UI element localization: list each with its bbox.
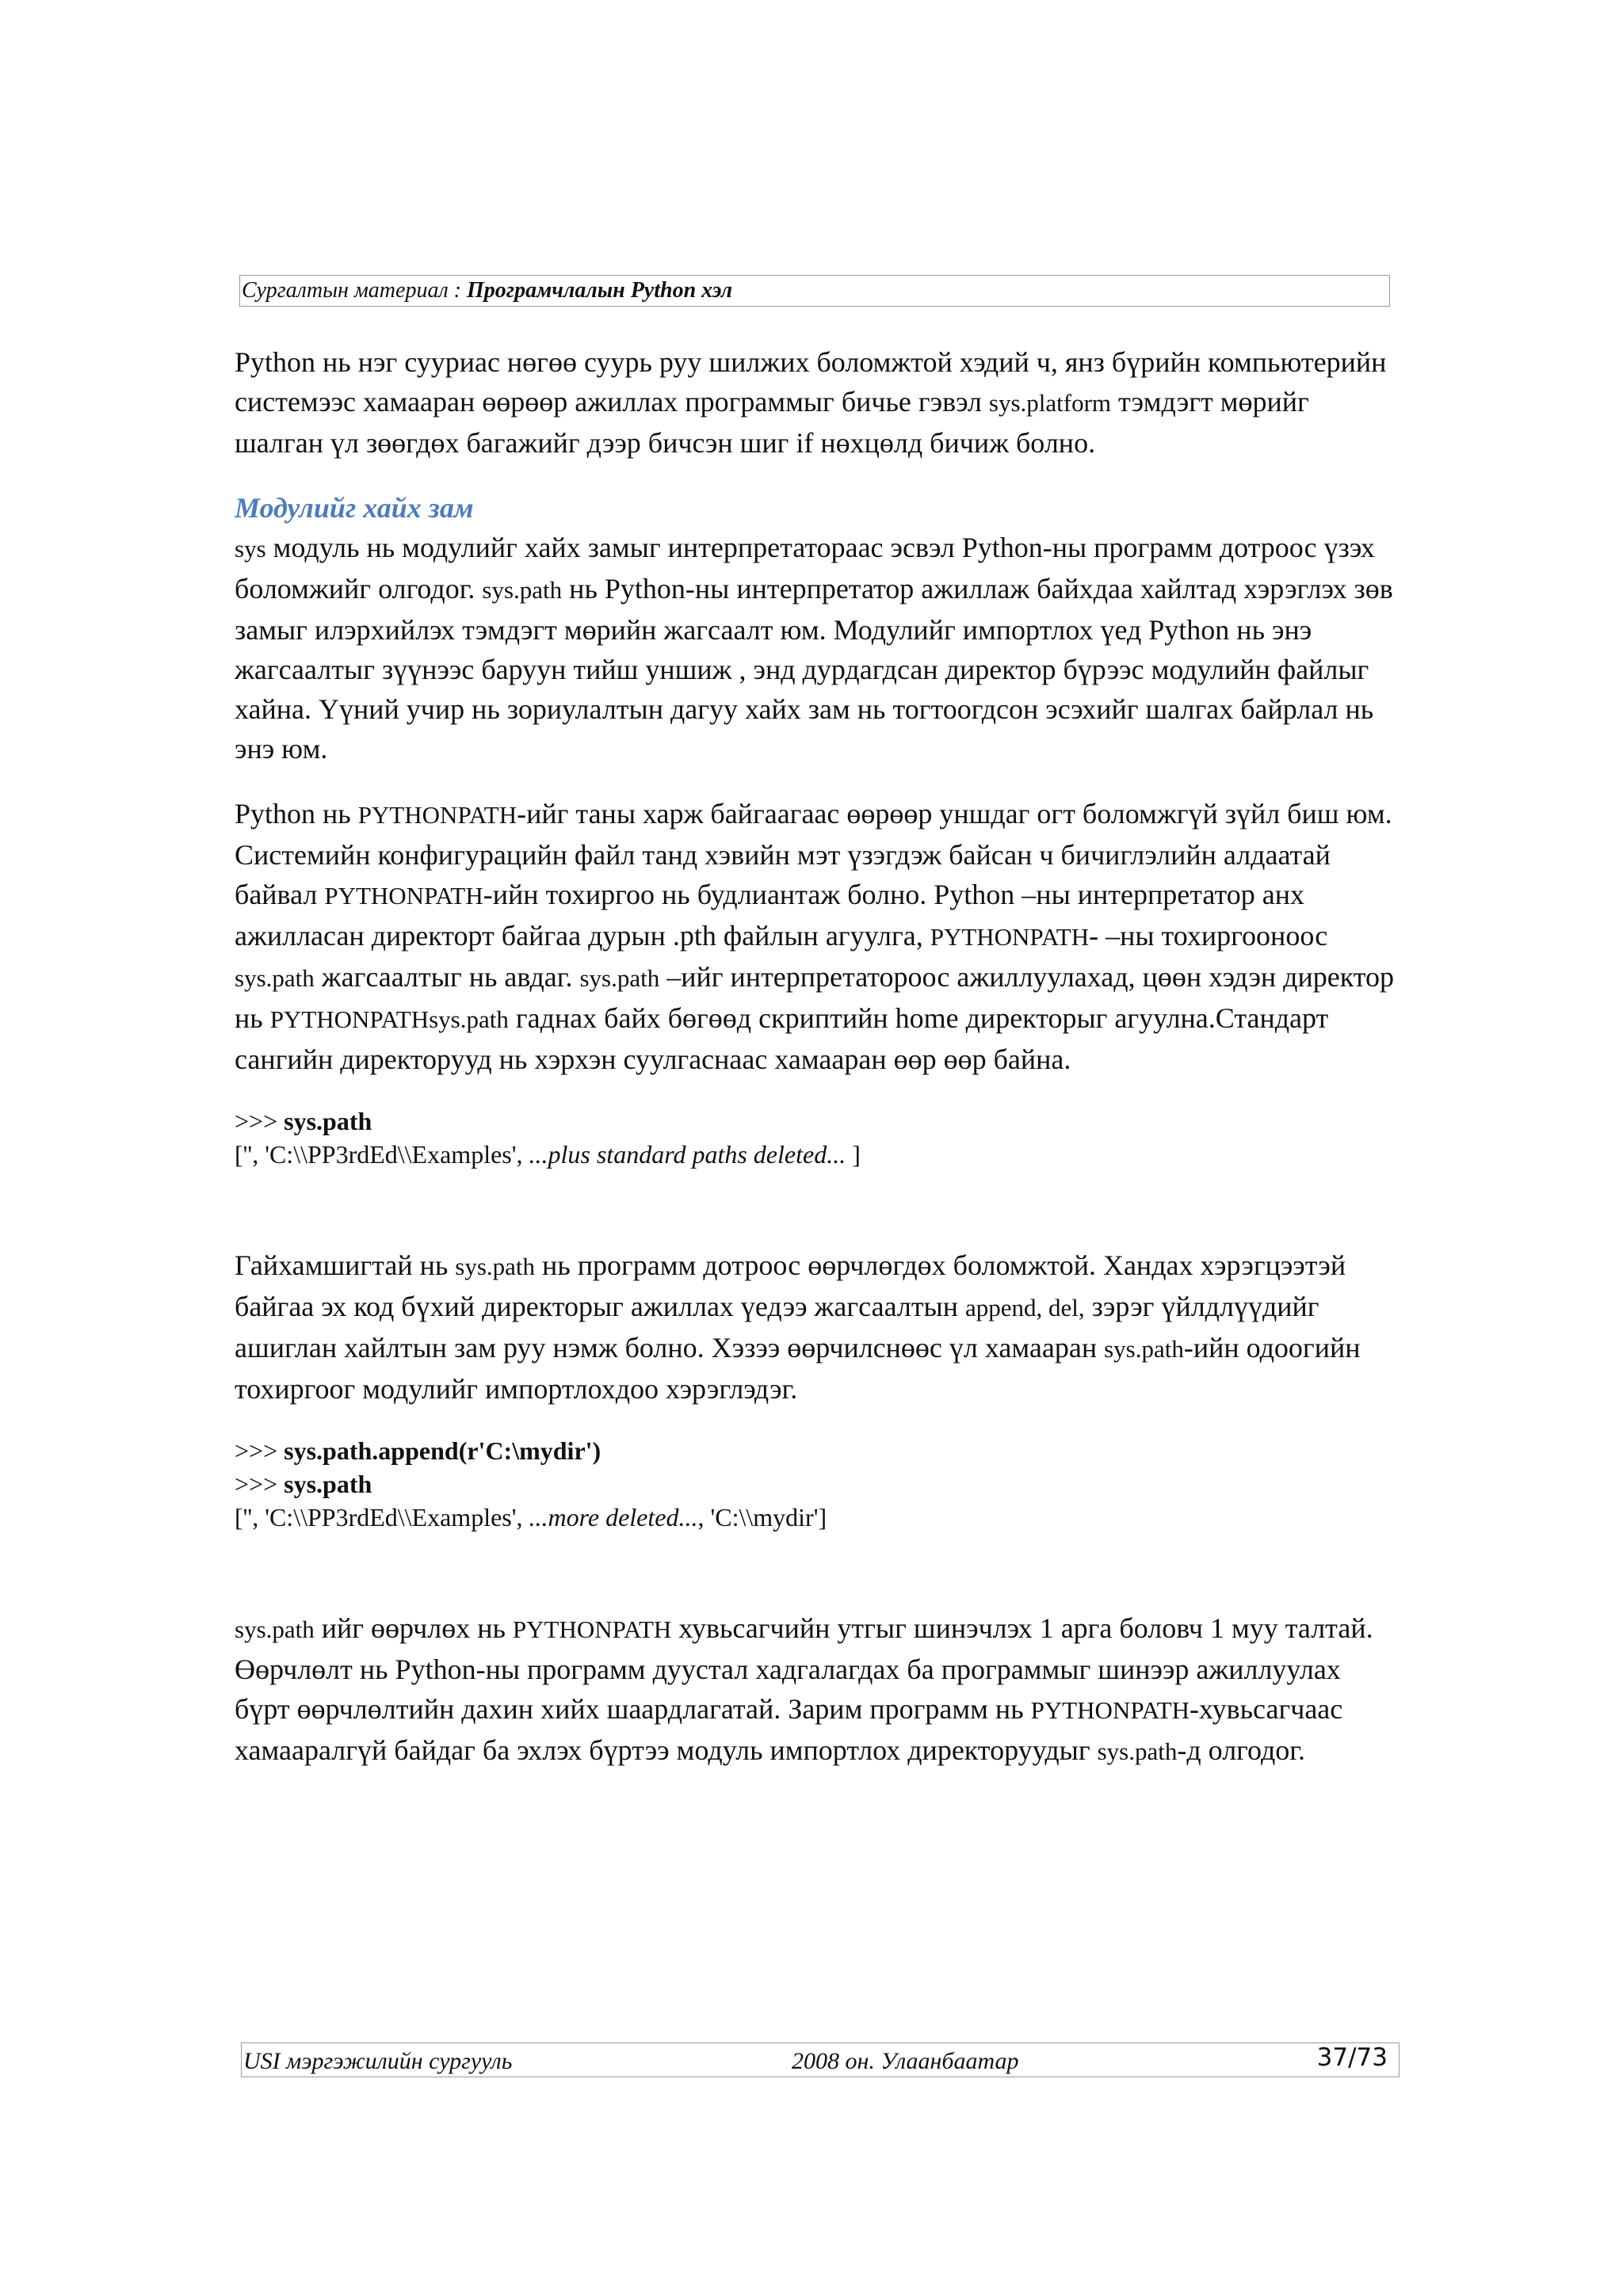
text: жагсаалтыг нь авдаг. bbox=[314, 961, 580, 993]
inline-code: sys.path bbox=[579, 964, 660, 992]
text: , 'C:\\mydir'] bbox=[697, 1503, 827, 1531]
text: - –ны тохиргооноос bbox=[1089, 920, 1328, 952]
text: ['', 'C:\\PP3rdEd\\Examples', bbox=[235, 1503, 529, 1531]
inline-code: PYTHONPATH bbox=[324, 882, 483, 910]
header-title: Програмчлалын Python хэл bbox=[467, 278, 733, 303]
footer-date-place: 2008 он. Улаанбаатар bbox=[792, 2048, 1019, 2074]
code-example-1 bbox=[235, 1104, 1400, 1171]
inline-code: PYTHONPATH bbox=[930, 923, 1090, 951]
command: sys.path bbox=[284, 1107, 372, 1135]
text: модуль нь модулийг хайх замыг интерпретатораас эсвэл Python-ны программ дотроос үзэх боломжийг олгодог. bbox=[235, 532, 1375, 605]
inline-code: PYTHONPATH bbox=[1030, 1696, 1190, 1724]
inline-code: sys.platform bbox=[988, 389, 1112, 417]
inline-code: PYTHONPATH bbox=[357, 801, 517, 829]
text: Python нь bbox=[235, 798, 358, 830]
text: ...plus standard paths deleted... bbox=[529, 1140, 846, 1169]
code-line bbox=[235, 1104, 1400, 1138]
text: зэрэг үйлдлүүдийг ашиглан хайлтын зам руу нэмж болно. Хэзээ өөрчилснөөс үл хамааран bbox=[235, 1291, 1319, 1363]
code-line bbox=[235, 1434, 1400, 1467]
text: ['', 'C:\\PP3rdEd\\Examples', bbox=[235, 1140, 529, 1169]
text: гаднах байх бөгөөд скриптийн home директорыг агуулна.Стандарт сангийн директорууд нь хэрхэн суулгаснаас хамааран өөр өөр байна. bbox=[235, 1002, 1329, 1075]
text: тэмдэгт мөрийг шалган үл зөөгдөх багажийг дээр бичсэн шиг if нөхцөлд бичиж болно. bbox=[235, 386, 1309, 459]
text: -ийг таны харж байгаагаас өөрөөр уншдаг огт боломжгүй зүйл биш юм. Системийн конфигурацийн файл танд хэвийн мэт үзэгдэж байсан ч бичиглэлийн алдаатай байвал bbox=[235, 798, 1392, 910]
command: sys.path bbox=[284, 1470, 372, 1498]
page-number: 37/73 bbox=[1316, 2043, 1388, 2072]
code-output bbox=[235, 1138, 1400, 1171]
text: ] bbox=[846, 1140, 861, 1169]
code-line bbox=[235, 1467, 1400, 1501]
text: нь программ дотроос өөрчлөгдөх боломжтой. Хандах хэрэгцээтэй байгаа эх код бүхий директорыг ажиллах үедээ жагсаалтын bbox=[235, 1249, 1346, 1322]
prompt: >>> bbox=[235, 1107, 285, 1135]
footer-school: USI мэргэжилийн сургууль bbox=[243, 2048, 513, 2074]
text: -ийн одоогийн тохиргоог модулийг импортлохдоо хэрэглэдэг. bbox=[235, 1332, 1361, 1405]
page-footer bbox=[241, 2042, 1400, 2077]
section-heading: Модулийг хайх зам bbox=[235, 492, 474, 524]
inline-code: sys.path bbox=[235, 1615, 315, 1643]
text: Гайхамшигтай нь bbox=[235, 1249, 456, 1281]
code-example-2 bbox=[235, 1434, 1400, 1534]
inline-code: PYTHONPATHsys.path bbox=[269, 1005, 509, 1033]
prompt: >>> bbox=[235, 1436, 285, 1465]
inline-code: sys.path bbox=[1104, 1335, 1184, 1363]
document-body bbox=[235, 342, 1400, 1797]
text: -хувьсагчаас хамааралгүй байдаг ба эхлэх бүртээ модуль импортлох директоруудыг bbox=[235, 1693, 1343, 1766]
text: нь Python-ны интерпретатор ажиллаж байхдаа хайлтад хэрэглэх зөв замыг илэрхийлэх тэмдэгт мөрийн жагсаалт юм. Модулийг импортлох үед Python нь энэ жагсаалтыг зүүнээс баруун тийш уншиж , энд дурдагдсан директор бүрээс модулийн файлыг хайна. Үүний учир нь зориулалтын дагуу хайх зам нь тогтоогдсон эсэхийг шалгах байрлал нь энэ юм. bbox=[235, 573, 1393, 765]
command: sys.path.append(r'C:\mydir') bbox=[284, 1436, 601, 1465]
header-prefix: Сургалтын материал : bbox=[242, 278, 467, 303]
code-output bbox=[235, 1501, 1400, 1534]
text: хувьсагчийн утгыг шинэчлэх 1 арга боловч 1 муу талтай. Өөрчлөлт нь Python-ны программ дуустал хадгалагдах ба программыг шинээр ажиллуулах бүрт өөрчлөлтийн дахин хийх шаардлагатай. Зарим программ нь bbox=[235, 1612, 1373, 1725]
inline-code: sys.path bbox=[482, 576, 563, 604]
inline-code: sys.path bbox=[455, 1253, 536, 1280]
text: Python нь нэг сууриас нөгөө суурь руу шилжих боломжтой хэдий ч, янз бүрийн компьютерийн системээс хамааран өөрөөр ажиллах программыг бичье гэвэл bbox=[235, 346, 1387, 418]
text: ийг өөрчлөх нь bbox=[314, 1612, 513, 1644]
text: -ийн тохиргоо нь будлиантаж болно. Python –ны интерпретатор анх ажилласан директорт байгаа дурын .pth файлын агуулга, bbox=[235, 879, 1304, 952]
text: -д олгодог. bbox=[1177, 1734, 1306, 1766]
paragraph-drawbacks bbox=[235, 1608, 1400, 1772]
text: –ийг интерпретатороос ажиллуулахад, цөөн хэдэн директор нь bbox=[235, 961, 1395, 1034]
inline-code: PYTHONPATH bbox=[512, 1615, 672, 1643]
paragraph-modify-path bbox=[235, 1245, 1400, 1409]
inline-code: sys.path bbox=[235, 964, 315, 992]
text: ...more deleted... bbox=[529, 1503, 698, 1531]
paragraph-platform bbox=[235, 342, 1400, 463]
inline-code: sys.path bbox=[1097, 1737, 1178, 1765]
prompt: >>> bbox=[235, 1470, 285, 1498]
paragraph-search-path bbox=[235, 528, 1400, 769]
inline-code: append, del, bbox=[965, 1294, 1085, 1322]
inline-code: sys bbox=[235, 535, 266, 563]
page-header bbox=[239, 275, 1390, 307]
paragraph-pythonpath bbox=[235, 794, 1400, 1079]
